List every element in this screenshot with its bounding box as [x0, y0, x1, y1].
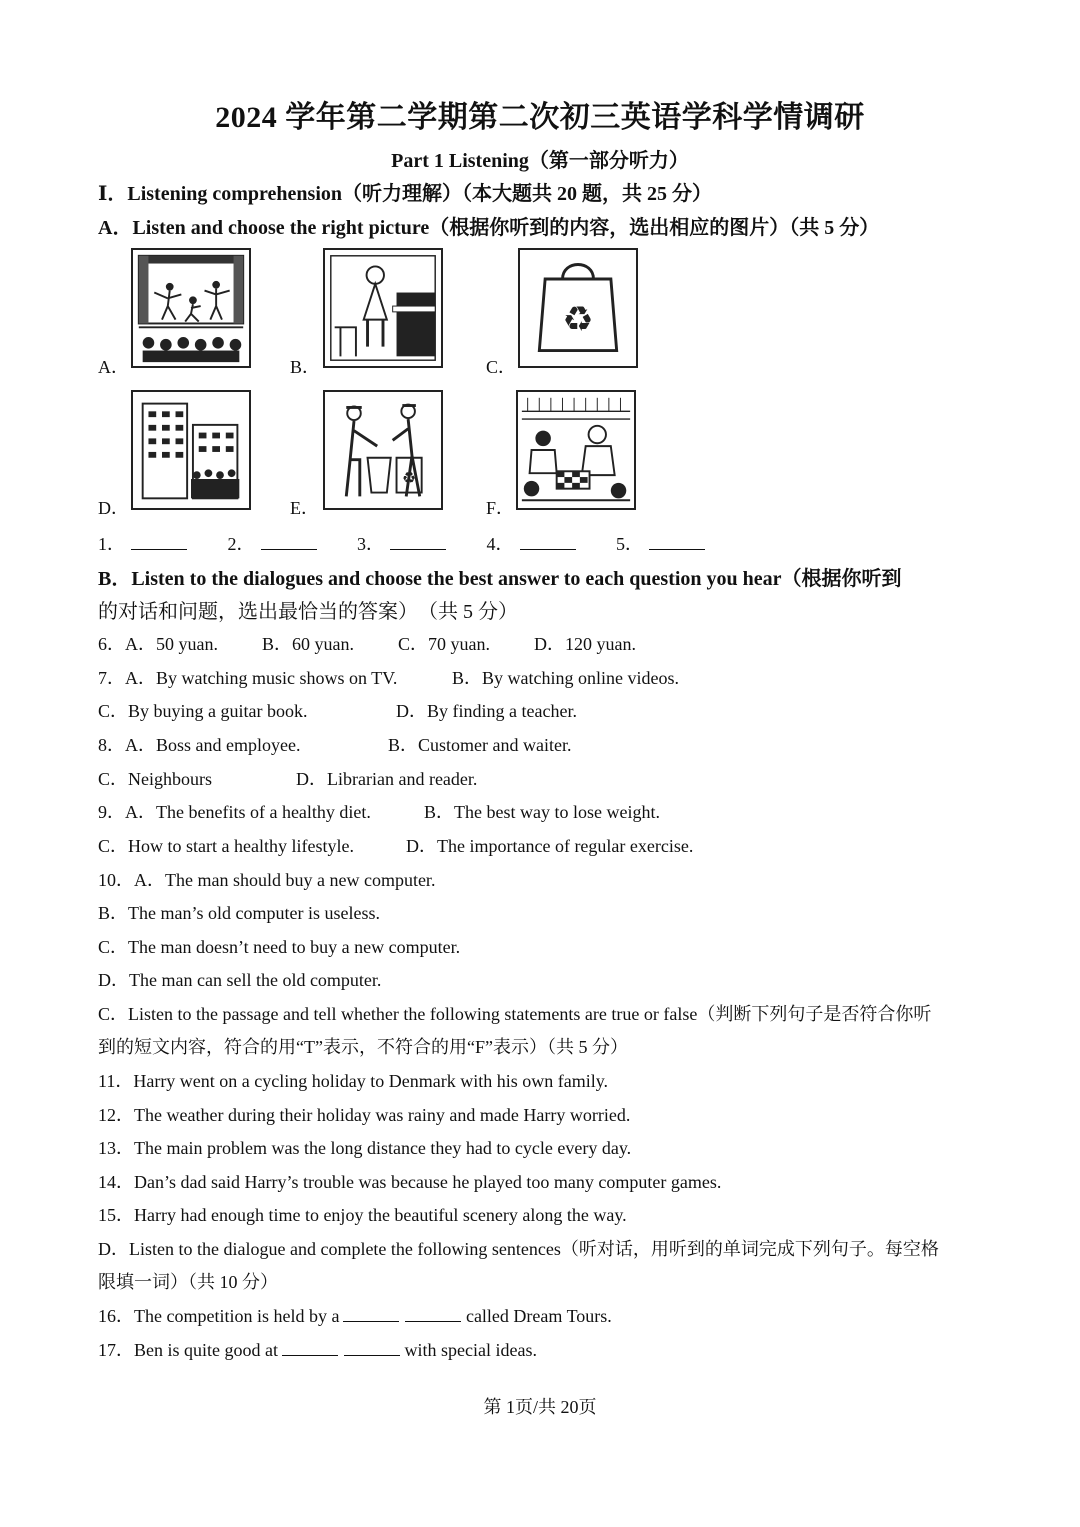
q8-option-d[interactable]: D．Librarian and reader. — [296, 769, 478, 789]
answer-slot-3: 3． — [357, 530, 446, 556]
question-7-row1 — [98, 664, 679, 690]
part-a-answer-row — [98, 530, 741, 556]
q16-blank-1[interactable] — [343, 1305, 399, 1322]
statement-13: 13．The main problem was the long distance they had to cycle every day. — [98, 1138, 632, 1158]
statement-14: 14．Dan’s dad said Harry’s trouble was because he played too many computer games. — [98, 1172, 722, 1192]
q7-option-b[interactable]: B．By watching online videos. — [452, 668, 679, 688]
statement-11: 11．Harry went on a cycling holiday to Denmark with his own family. — [98, 1071, 609, 1091]
question-9-row1 — [98, 798, 660, 824]
picture-label-c: C． — [486, 357, 517, 377]
blank-5[interactable] — [649, 533, 705, 550]
q17-blank-2[interactable] — [344, 1339, 400, 1356]
picture-d-buildings — [131, 390, 251, 510]
q6-option-c[interactable]: C．70 yuan. — [398, 634, 490, 654]
svg-text:♻: ♻ — [402, 468, 417, 487]
question-7-row2 — [98, 697, 577, 723]
question-8-row1 — [98, 731, 571, 757]
q7-option-a[interactable]: 7．A．By watching music shows on TV. — [98, 668, 398, 688]
q9-option-d[interactable]: D．The importance of regular exercise. — [406, 836, 694, 856]
statement-15: 15．Harry had enough time to enjoy the beautiful scenery along the way. — [98, 1205, 627, 1225]
svg-text:♻: ♻ — [562, 300, 594, 341]
q10-option-d[interactable]: D．The man can sell the old computer. — [98, 970, 382, 990]
part-b-heading-line2: 的对话和问题，选出最恰当的答案） （共 5 分） — [98, 601, 518, 623]
part-c-heading-line1: C．Listen to the passage and tell whether the following statements are true or false（判断下列句子是否符合你听 — [98, 1004, 932, 1024]
blank-2[interactable] — [261, 533, 317, 550]
answer-slot-1: 1． — [98, 530, 187, 556]
q17-blank-1[interactable] — [282, 1339, 338, 1356]
question-9-row2 — [98, 832, 693, 858]
blank-3[interactable] — [390, 533, 446, 550]
picture-label-e: E． — [290, 498, 319, 518]
part-a-heading: A．Listen and choose the right picture（根据你听到的内容，选出相应的图片）（共 5 分） — [98, 217, 880, 239]
picture-label-b: B． — [290, 357, 321, 377]
q16-blank-2[interactable] — [405, 1305, 461, 1322]
answer-slot-2: 2． — [228, 530, 317, 556]
q8-option-b[interactable]: B．Customer and waiter. — [388, 735, 572, 755]
picture-f-chess-game — [516, 390, 636, 510]
q9-option-c[interactable]: C．How to start a healthy lifestyle. — [98, 836, 354, 856]
picture-label-f: F． — [486, 498, 515, 518]
picture-label-d: D． — [98, 498, 129, 518]
q10-option-b[interactable]: B．The man’s old computer is useless. — [98, 903, 380, 923]
page-title: 2024 学年第二学期第二次初三英语学科学情调研 — [215, 101, 865, 134]
q9-option-b[interactable]: B．The best way to lose weight. — [424, 802, 660, 822]
q10-option-c[interactable]: C．The man doesn’t need to buy a new computer. — [98, 937, 461, 957]
question-6 — [98, 630, 636, 656]
page-footer: 第 1页/共 20页 — [483, 1397, 597, 1417]
q9-option-a[interactable]: 9．A．The benefits of a healthy diet. — [98, 802, 371, 822]
part-d-heading-line1: D．Listen to the dialogue and complete the following sentences（听对话，用听到的单词完成下列句子。每空格 — [98, 1239, 939, 1259]
answer-slot-5: 5． — [616, 530, 705, 556]
q10-option-a[interactable]: 10．A．The man should buy a new computer. — [98, 870, 436, 890]
part-d-heading-line2: 限填一词）（共 10 分） — [98, 1272, 278, 1292]
question-8-row2 — [98, 765, 477, 791]
picture-a-dance-stage — [131, 248, 251, 368]
answer-slot-4: 4． — [487, 530, 576, 556]
q6-option-d[interactable]: D．120 yuan. — [534, 634, 636, 654]
part-b-heading-line1: B．Listen to the dialogues and choose the best answer to each question you hear（根据你听到 — [98, 568, 902, 590]
picture-c-recycle-bag — [518, 248, 638, 368]
q7-option-d[interactable]: D．By finding a teacher. — [396, 701, 577, 721]
question-17: 17．Ben is quite good at with special ideas. — [98, 1340, 537, 1360]
part-subtitle: Part 1 Listening（第一部分听力） — [391, 150, 689, 172]
picture-label-a: A． — [98, 357, 129, 377]
section-heading: Ⅰ．Listening comprehension（听力理解）（本大题共 20 题，共 25 分） — [98, 183, 713, 205]
picture-e-recycling-people — [323, 390, 443, 510]
q7-option-c[interactable]: C．By buying a guitar book. — [98, 701, 308, 721]
q6-option-a[interactable]: 6．A．50 yuan. — [98, 634, 218, 654]
blank-1[interactable] — [131, 533, 187, 550]
picture-b-piano-teacher — [323, 248, 443, 368]
statement-12: 12．The weather during their holiday was rainy and made Harry worried. — [98, 1105, 631, 1125]
q6-option-b[interactable]: B．60 yuan. — [262, 634, 354, 654]
blank-4[interactable] — [520, 533, 576, 550]
part-c-heading-line2: 到的短文内容，符合的用“T”表示，不符合的用“F”表示）（共 5 分） — [98, 1037, 628, 1057]
q8-option-c[interactable]: C．Neighbours — [98, 769, 212, 789]
q8-option-a[interactable]: 8．A．Boss and employee. — [98, 735, 301, 755]
question-16: 16．The competition is held by a called Dream Tours. — [98, 1306, 612, 1326]
